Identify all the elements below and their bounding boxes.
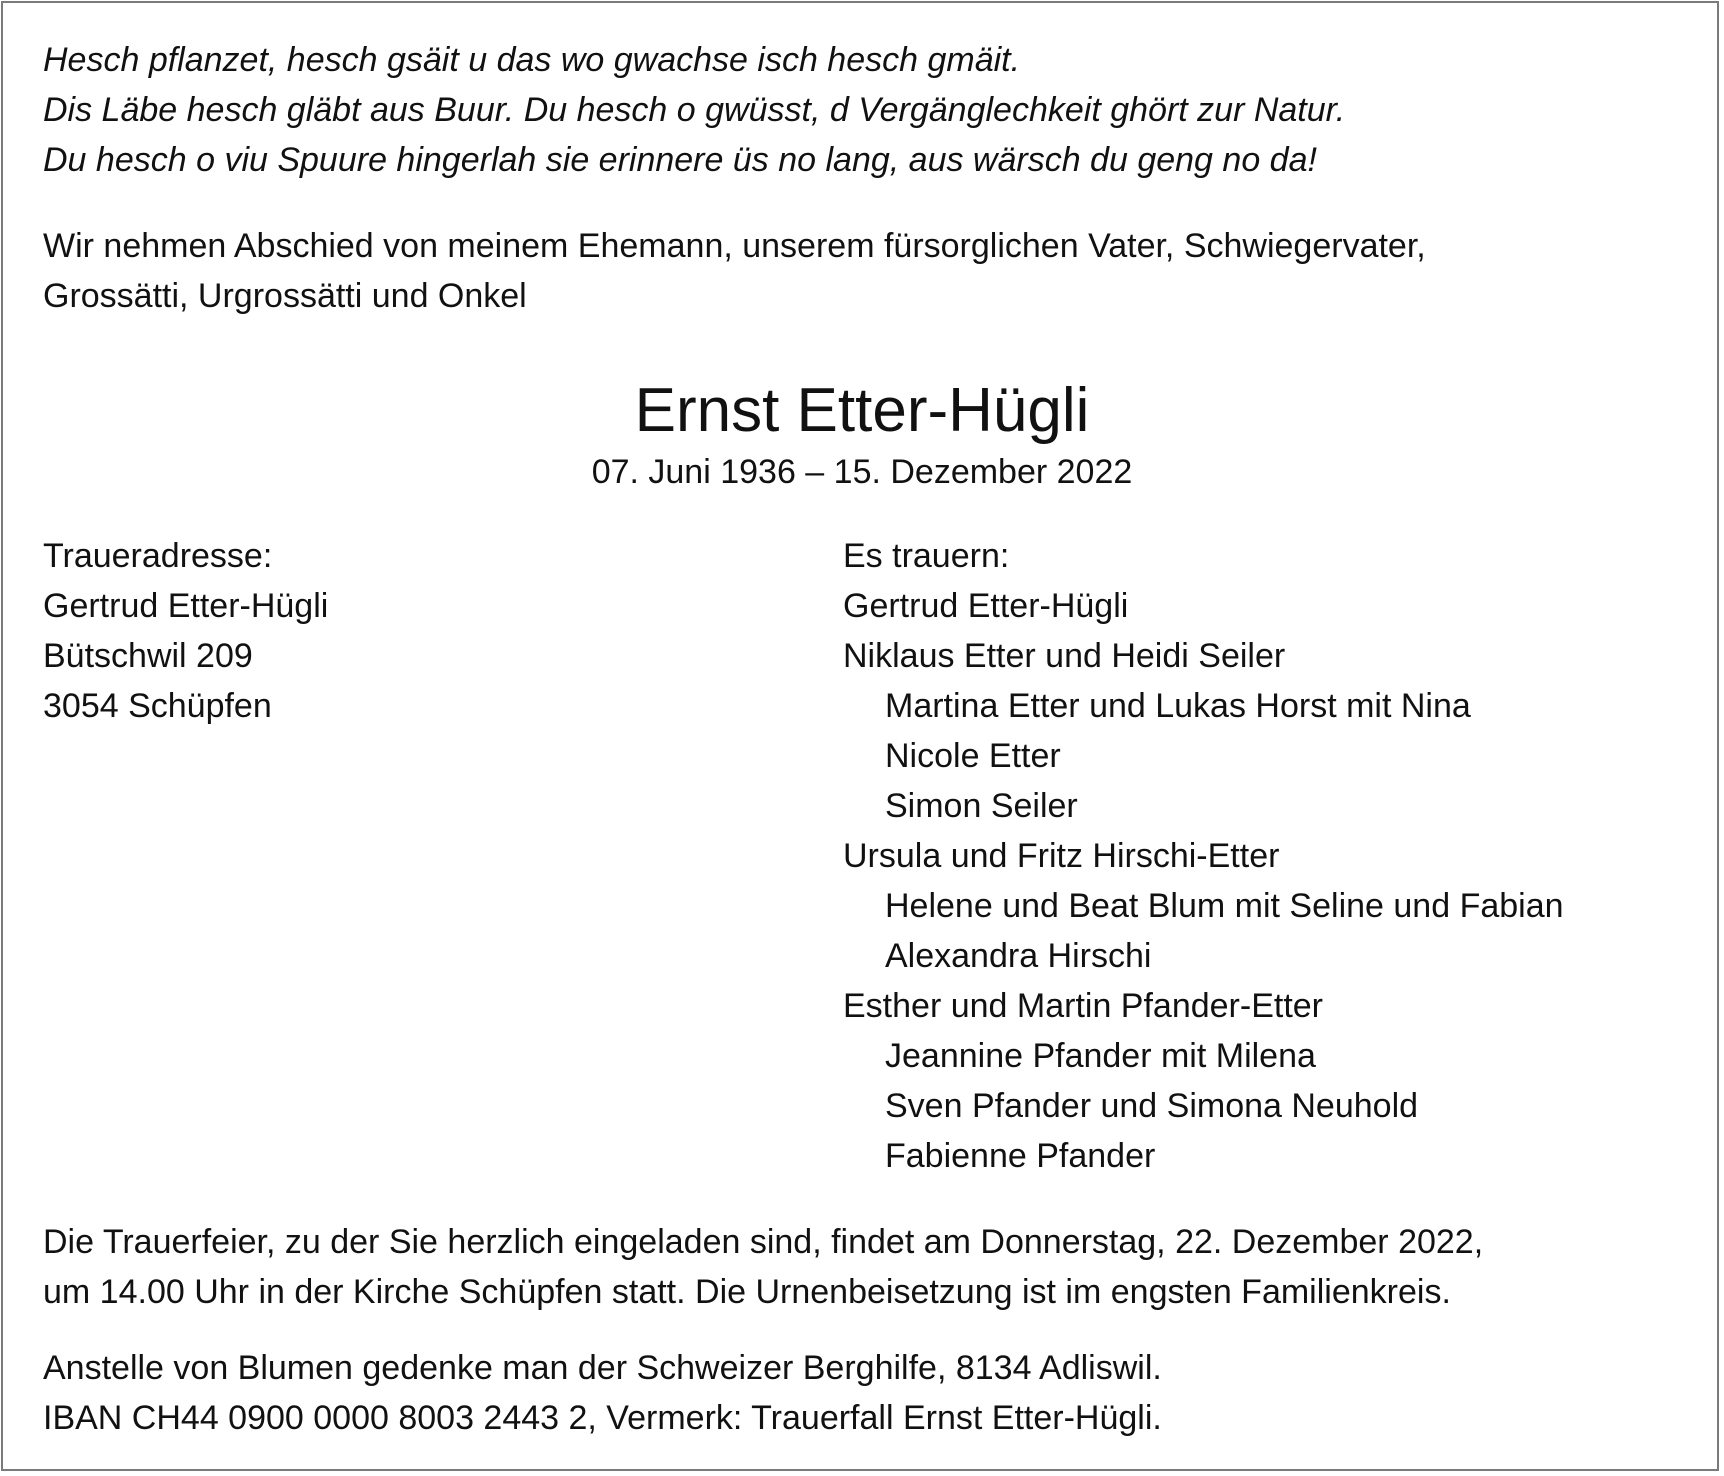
- intro-line: Wir nehmen Abschied von meinem Ehemann, unserem fürsorglichen Vater, Schwiegervater,: [43, 227, 1426, 265]
- poem-line: Du hesch o viu Spuure hingerlah sie erinnere üs no lang, aus wärsch du geng no da!: [43, 141, 1317, 179]
- mourner-entry: Helene und Beat Blum mit Seline und Fabian: [885, 887, 1564, 925]
- address-line: Gertrud Etter-Hügli: [43, 587, 329, 625]
- deceased-name: Ernst Etter-Hügli: [634, 376, 1090, 445]
- poem-line: Hesch pflanzet, hesch gsäit u das wo gwachse isch hesch gmäit.: [43, 41, 1021, 79]
- mourner-entry: Ursula und Fritz Hirschi-Etter: [843, 837, 1280, 875]
- ceremony-line: um 14.00 Uhr in der Kirche Schüpfen statt. Die Urnenbeisetzung ist im engsten Familienkreis.: [43, 1273, 1451, 1311]
- mourner-entry: Fabienne Pfander: [885, 1137, 1156, 1175]
- address-line: 3054 Schüpfen: [43, 687, 272, 725]
- mourner-entry: Niklaus Etter und Heidi Seiler: [843, 637, 1286, 675]
- mourner-entry: Sven Pfander und Simona Neuhold: [885, 1087, 1419, 1125]
- poem-verse: [43, 35, 1345, 185]
- intro-line: Grossätti, Urgrossätti und Onkel: [43, 277, 527, 315]
- mourners-list: [843, 531, 1564, 1181]
- obituary-notice: [1, 1, 1719, 1471]
- address-line: Bütschwil 209: [43, 637, 253, 675]
- mourner-entry: Jeannine Pfander mit Milena: [885, 1037, 1316, 1075]
- mourner-entry: Esther und Martin Pfander-Etter: [843, 987, 1324, 1025]
- mourner-entry: Nicole Etter: [885, 737, 1061, 775]
- poem-line: Dis Läbe hesch gläbt aus Buur. Du hesch o gwüsst, d Vergänglechkeit ghört zur Natur.: [43, 91, 1346, 129]
- donation-line: IBAN CH44 0900 0000 8003 2443 2, Vermerk: Trauerfall Ernst Etter-Hügli.: [43, 1399, 1162, 1437]
- address-heading: Traueradresse:: [43, 537, 273, 575]
- mourner-entry: Gertrud Etter-Hügli: [843, 587, 1129, 625]
- mourner-entry: Martina Etter und Lukas Horst mit Nina: [885, 687, 1471, 725]
- life-dates: 07. Juni 1936 – 15. Dezember 2022: [591, 453, 1133, 491]
- funeral-ceremony-info: [43, 1217, 1483, 1317]
- farewell-intro: [43, 221, 1426, 321]
- mourner-entry: Alexandra Hirschi: [885, 937, 1152, 975]
- donation-info: [43, 1343, 1162, 1443]
- donation-line: Anstelle von Blumen gedenke man der Schweizer Berghilfe, 8134 Adliswil.: [43, 1349, 1162, 1387]
- mourners-heading: Es trauern:: [843, 537, 1010, 575]
- ceremony-line: Die Trauerfeier, zu der Sie herzlich eingeladen sind, findet am Donnerstag, 22. Dezember 2022,: [43, 1223, 1484, 1261]
- mourner-entry: Simon Seiler: [885, 787, 1078, 825]
- mourning-address: [43, 531, 328, 731]
